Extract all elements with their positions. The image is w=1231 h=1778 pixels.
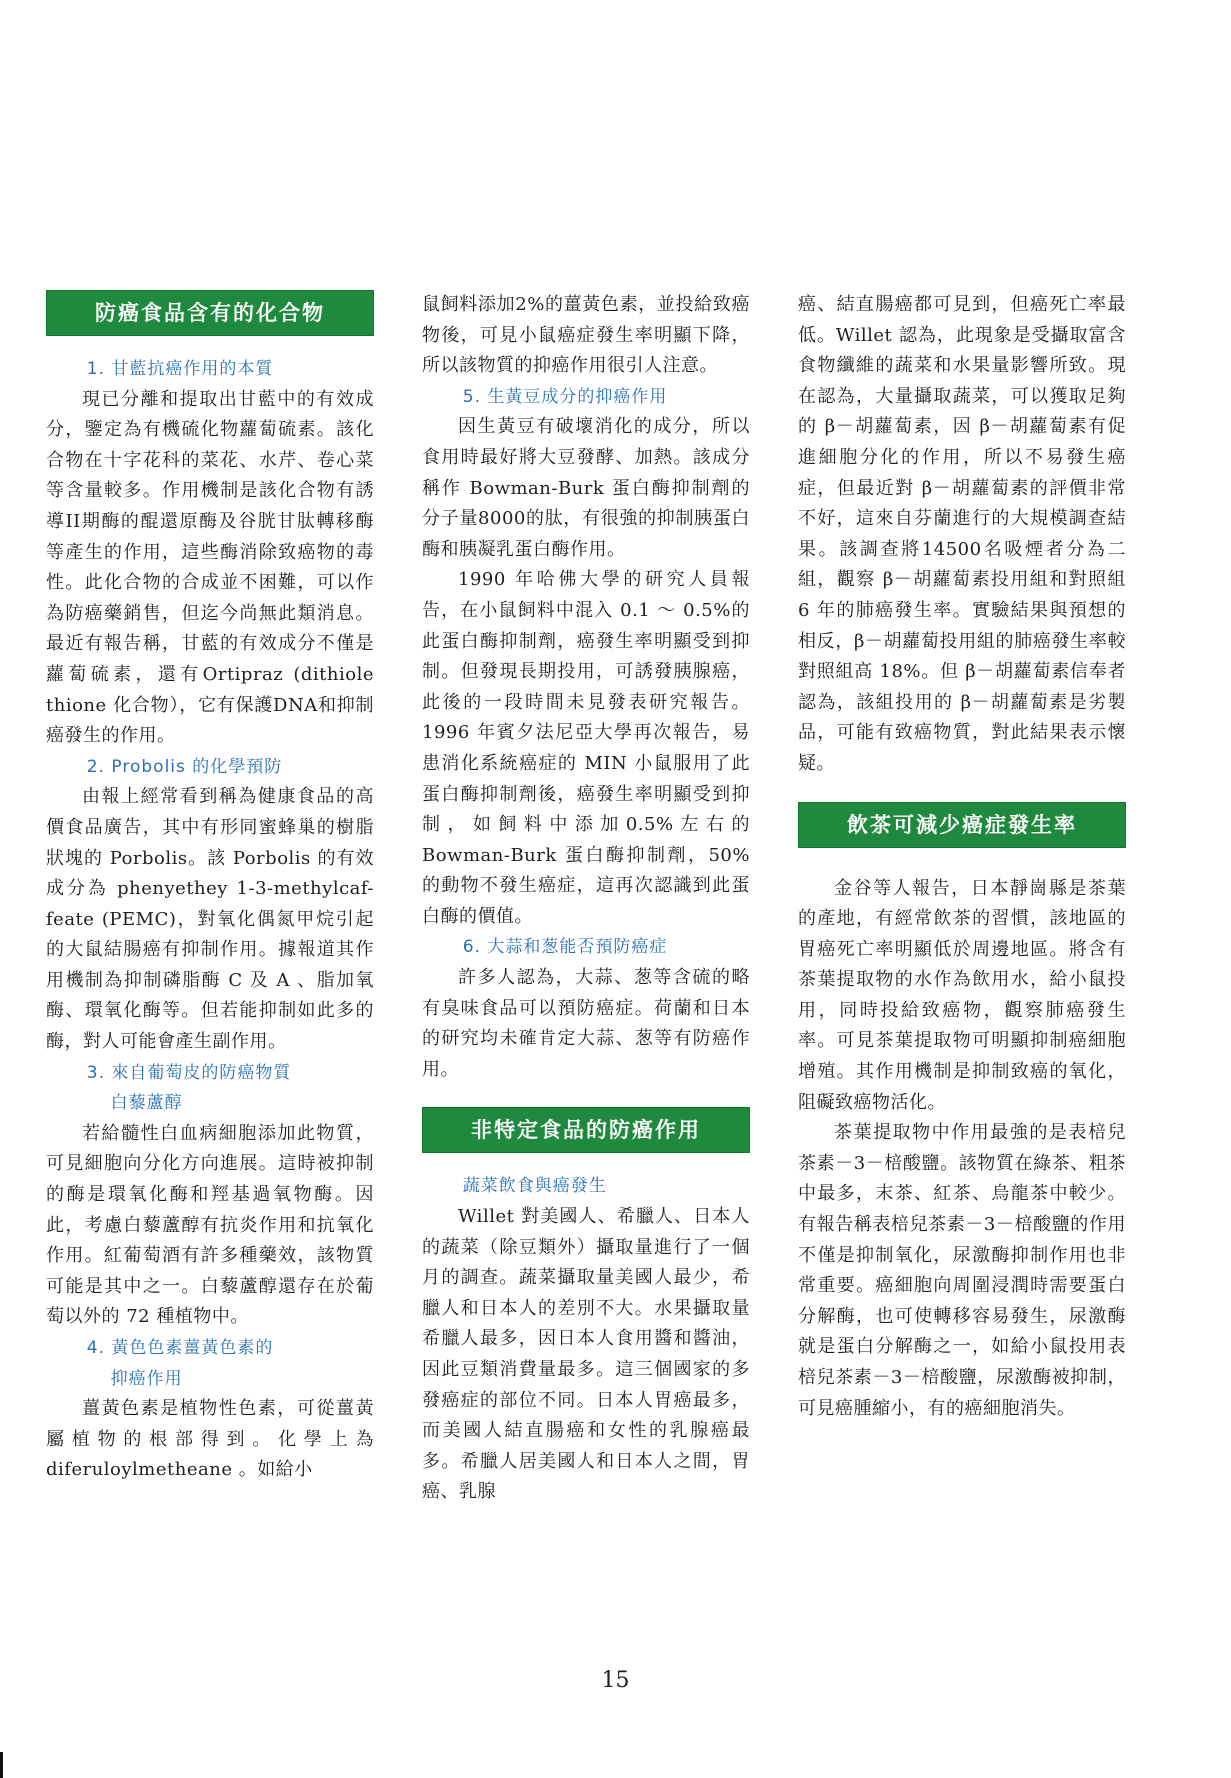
subheading-vegetable-diet: 蔬菜飲食與癌發生 [462, 1176, 607, 1197]
paragraph-curcumin-cont: 鼠飼料添加2%的薑黃色素，並投給致癌物後，可見小鼠癌症發生率明顯下降，所以該物質的抑癌作用很引人注意。 [422, 294, 750, 377]
scan-edge-mark [0, 1752, 3, 1778]
paragraph-probolis: 由報上經常看到稱為健康食品的高價食品廣告，其中有形同蜜蜂巢的樹脂狀塊的 Porbolis。該 Porbolis 的有效成分為 phenyethey 1-3-methylcaf-feate (PEMC)，對氧化偶氮甲烷引起的大鼠結腸癌有抑制作用。據報道其作用機制為抑制磷脂酶 C 及 A 、脂加氧酶、環氧化酶等。但若能抑制如此多的酶，對人可能會產生副作用。 [46, 786, 374, 1053]
paragraph-cabbage: 現已分離和提取出甘藍中的有效成分，鑒定為有機硫化物蘿蔔硫素。該化合物在十字花科的菜花、水芹、卷心菜等含量較多。作用機制是該化合物有誘導II期酶的醌還原酶及谷胱甘肽轉移酶等產生的作用，這些酶消除致癌物的毒性。此化合物的合成並不困難，可以作為防癌藥銷售，但迄今尚無此類消息。最近有報告稱，甘藍的有效成分不僅是蘿蔔硫素，還有Ortipraz (dithiole thione 化合物），它有保護DNA和抑制癌發生的作用。 [46, 388, 374, 747]
paragraph-garlic: 許多人認為，大蒜、葱等含硫的略有臭味食品可以預防癌症。荷蘭和日本的研究均未確肯定大蒜、葱等有防癌作用。 [422, 967, 750, 1080]
subheading-soybean: 5. 生黃豆成分的抑癌作用 [462, 386, 668, 407]
column-right [798, 290, 1126, 1424]
paragraph-tea-1: 金谷等人報告，日本靜崗縣是茶葉的產地，有經常飲茶的習慣，該地區的胃癌死亡率明顯低於周邊地區。將含有茶葉提取物的水作為飲用水，給小鼠投用，同時投給致癌物，觀察肺癌發生率。可見茶葉提取物可明顯抑制癌細胞增殖。其作用機制是抑制致癌的氧化，阻礙致癌物活化。 [798, 877, 1126, 1113]
column-middle [422, 290, 750, 1508]
section-heading-nonspecific-food: 非特定食品的防癌作用 [422, 1107, 750, 1153]
subheading-curcumin-line2: 抑癌作用 [110, 1368, 183, 1389]
paragraph-tea-2: 茶葉提取物中作用最強的是表棓兒茶素－3－棓酸鹽。該物質在綠茶、粗茶中最多，末茶、紅茶、烏龍茶中較少。有報告稱表棓兒茶素－3－棓酸鹽的作用不僅是抑制氧化，尿激酶抑制作用也非常重要。癌細胞向周圍浸潤時需要蛋白分解酶，也可使轉移容易發生，尿激酶就是蛋白分解酶之一，如給小鼠投用表棓兒茶素－3－棓酸鹽，尿激酶被抑制，可見癌腫縮小，有的癌細胞消失。 [798, 1122, 1126, 1419]
subheading-probolis: 2. Probolis 的化學預防 [86, 756, 283, 777]
column-left [46, 290, 374, 1486]
section-heading-tea: 飲茶可減少癌症發生率 [798, 802, 1126, 848]
paragraph-vegetable-diet: Willet 對美國人、希臘人、日本人的蔬菜（除豆類外）攝取量進行了一個月的調查。蔬菜攝取量美國人最少，希臘人和日本人的差別不大。水果攝取量希臘人最多，因日本人食用醬和醬油，因此豆類消費量最多。這三個國家的多發癌症的部位不同。日本人胃癌最多，而美國人結直腸癌和女性的乳腺癌最多。希臘人居美國人和日本人之間，胃癌、乳腺 [422, 1206, 750, 1503]
paragraph-soybean-2: 1990 年哈佛大學的研究人員報告，在小鼠飼料中混入 0.1 ～ 0.5%的此蛋白酶抑制劑，癌發生率明顯受到抑制。但發現長期投用，可誘發胰腺癌，此後的一段時間未見發表研究報告。1996 年賓夕法尼亞大學再次報告，易患消化系統癌症的 MIN 小鼠服用了此蛋白酶抑制劑後，癌發生率明顯受到抑制，如飼料中添加0.5%左右的 Bowman-Burk 蛋白酶抑制劑，50%的動物不發生癌症，這再次認識到此蛋白酶的價值。 [422, 569, 750, 927]
subheading-grape-skin: 3. 來自葡萄皮的防癌物質 [86, 1062, 292, 1083]
paragraph-curcumin: 薑黃色素是植物性色素，可從薑黃屬植物的根部得到。化學上為 diferuloylmetheane 。如給小 [46, 1398, 374, 1481]
page-number: 15 [601, 1668, 630, 1693]
subheading-garlic: 6. 大蒜和葱能否預防癌症 [462, 937, 668, 958]
paragraph-vegetable-diet-cont: 癌、結直腸癌都可見到，但癌死亡率最低。Willet 認為，此現象是受攝取富含食物纖維的蔬菜和水果量影響所致。現在認為，大量攝取蔬菜，可以獲取足夠的 β－胡蘿蔔素，因 β－胡蘿蔔素有促進細胞分化的作用，所以不易發生癌症，但最近對 β－胡蘿蔔素的評價非常不好，這來自芬蘭進行的大規模調查結果。該調查將14500名吸煙者分為二組，觀察 β－胡蘿蔔素投用組和對照組 6 年的肺癌發生率。實驗結果與預想的相反，β－胡蘿蔔投用組的肺癌發生率較對照組高 18%。但 β－胡蘿蔔素信奉者認為，該組投用的 β－胡蘿蔔素是劣製品，可能有致癌物質，對此結果表示懷疑。 [798, 294, 1126, 774]
paragraph-soybean-1: 因生黃豆有破壞消化的成分，所以食用時最好將大豆發酵、加熱。該成分稱作 Bowman-Burk 蛋白酶抑制劑的分子量8000的肽，有很強的抑制胰蛋白酶和胰凝乳蛋白酶作用。 [422, 416, 750, 560]
section-heading-anticancer-compounds: 防癌食品含有的化合物 [46, 290, 374, 336]
paragraph-resveratrol: 若給髓性白血病細胞添加此物質，可見細胞向分化方向進展。這時被抑制的酶是環氧化酶和羥基過氧物酶。因此，考慮白藜蘆醇有抗炎作用和抗氧化作用。紅葡萄酒有許多種藥效，該物質可能是其中之一。白藜蘆醇還存在於葡萄以外的 72 種植物中。 [46, 1122, 374, 1328]
subheading-grape-skin-line2: 白藜蘆醇 [110, 1093, 183, 1114]
subheading-cabbage: 1. 甘藍抗癌作用的本質 [86, 359, 274, 379]
subheading-curcumin: 4. 黃色色素薑黃色素的 [86, 1338, 274, 1358]
